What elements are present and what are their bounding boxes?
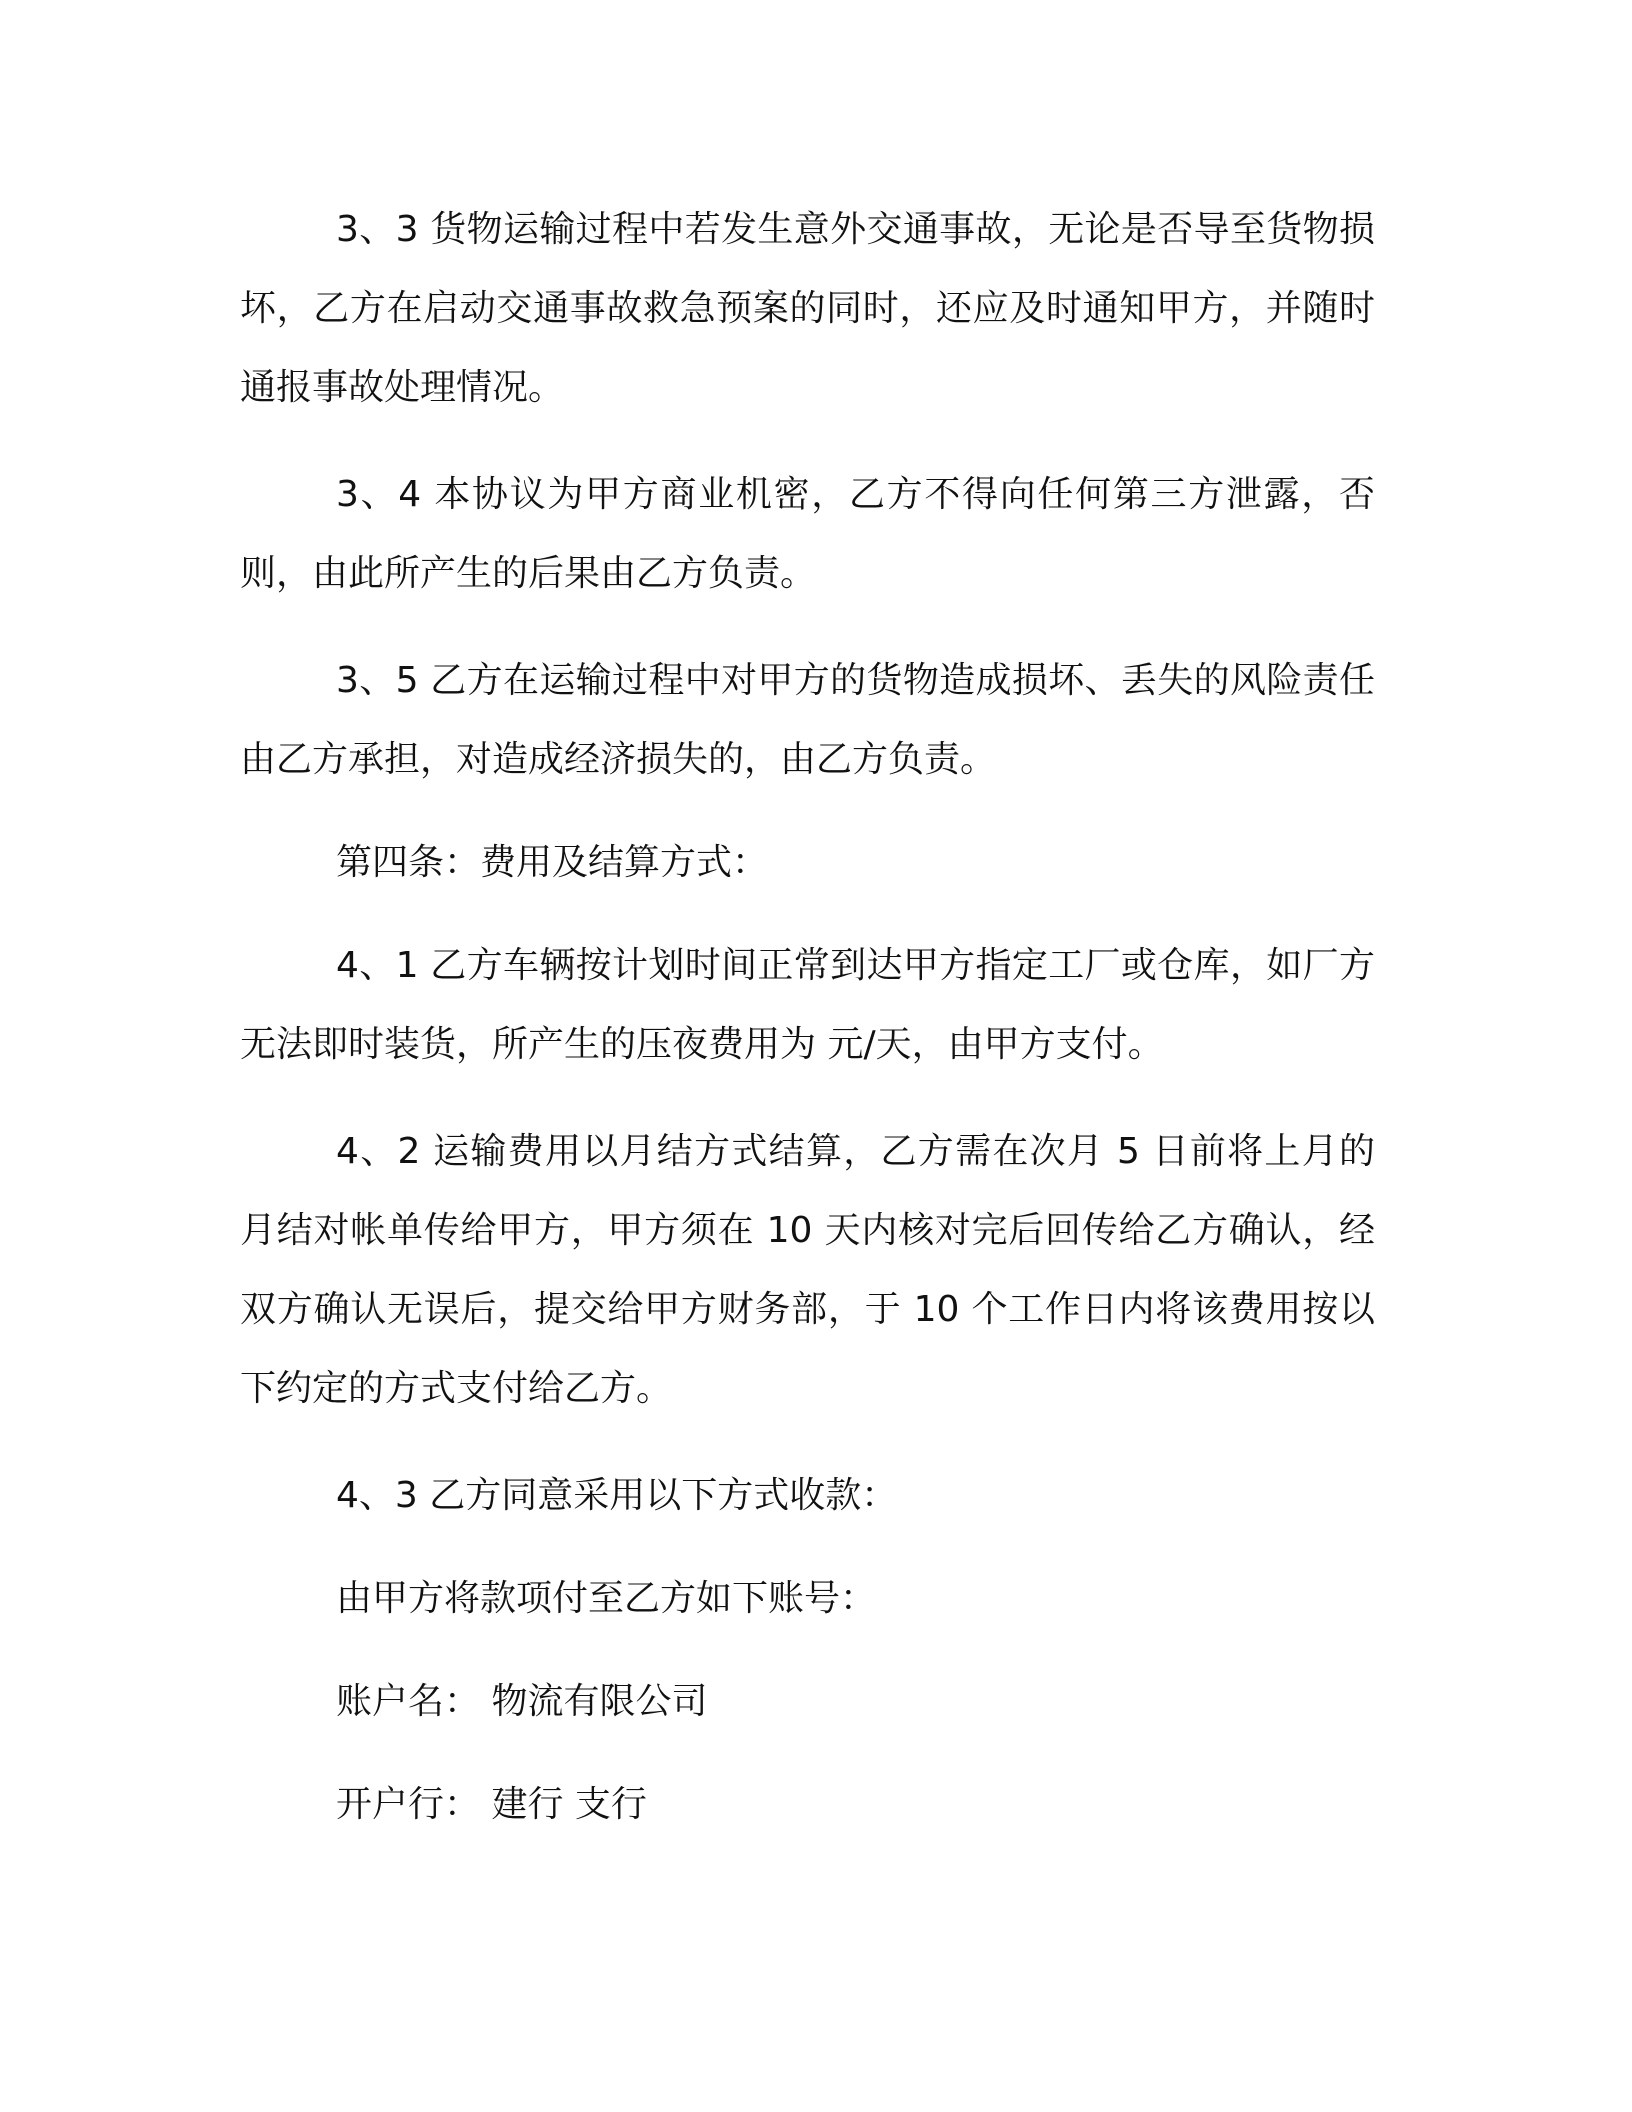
- clause-3-4: 3、4 本协议为甲方商业机密，乙方不得向任何第三方泄露，否则，由此所产生的后果由乙方负责。: [240, 474, 1375, 594]
- clause-4-1: 4、1 乙方车辆按计划时间正常到达甲方指定工厂或仓库，如厂方无法即时装货，所产生的压夜费用为 元/天，由甲方支付。: [240, 945, 1375, 1065]
- clause-4-3: 4、3 乙方同意采用以下方式收款：: [336, 1475, 898, 1516]
- account-name-line: 账户名： 物流有限公司: [336, 1681, 708, 1722]
- clause-3-5: 3、5 乙方在运输过程中对甲方的货物造成损坏、丢失的风险责任由乙方承担，对造成经济损失的，由乙方负责。: [240, 660, 1375, 780]
- bank-line: 开户行： 建行 支行: [336, 1784, 647, 1825]
- clause-3-3: 3、3 货物运输过程中若发生意外交通事故，无论是否导至货物损坏，乙方在启动交通事故救急预案的同时，还应及时通知甲方，并随时通报事故处理情况。: [240, 209, 1375, 408]
- payment-instruction: 由甲方将款项付至乙方如下账号：: [336, 1578, 877, 1619]
- clause-4-2: 4、2 运输费用以月结方式结算，乙方需在次月 5 日前将上月的月结对帐单传给甲方，甲方须在 10 天内核对完后回传给乙方确认，经双方确认无误后，提交给甲方财务部，于 10 个工作日内将该费用按以下约定的方式支付给乙方。: [240, 1131, 1375, 1409]
- article-4-heading: 第四条：费用及结算方式：: [336, 842, 769, 883]
- document-body: [240, 190, 1375, 1844]
